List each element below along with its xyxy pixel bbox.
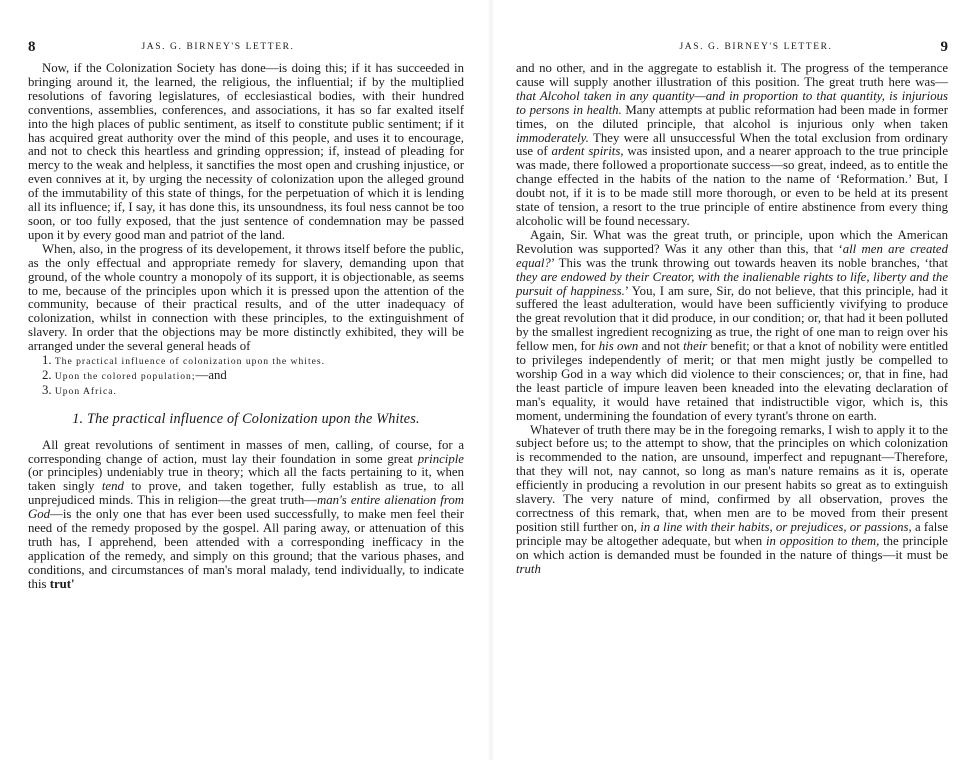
left-page [0,0,486,760]
paragraph: All great revolutions of sentiment in masses of men, calling, of course, for a corresponding change of action, must lay their foundation in some great principle (or principles) undeniably true in theory; which all the facts pertaining to it, when taken singly tend to prove, and taken together, fully establish as true, to all unprejudiced minds. This in religion—the great truth—man's entire alienation from God—is the only one that has ever been used successfully, to make men feel their need of the remedy proposed by the gospel. All paring away, or attenuation of this truth has, I apprehend, been attended with a corresponding inefficacy in the application of the remedy, and simply on this ground; that the various phases, and conditions, and circumstances of man's moral malady, tend individually, to indicate this trut' [28,437,464,591]
list-item: 3. Upon Africa. [42,382,117,397]
right-page [496,0,980,760]
right-page-header [516,39,948,62]
page-number: 9 [940,39,948,55]
paragraph: Now, if the Colonization Society has done—is doing this; if it has succeeded in bringing around it, the learned, the religious, the influential; if by the multiplied resolutions of favoring legislatures, of ecclesiastical bodies, with their hundred conventions, assemblies, conferences, and associations, it has so far exalted itself into the high places of public sentiment, as itself to constitute public sentiment; if it has acquired great authority over the mind of this people, and uses it to encourage, and not to check this heartless and grinding oppression; if, instead of pleading for mercy to the weak and helpless, it sanctifies the most open and crushing injustice, or even connives at it, by urging the necessity of colonization upon the alleged ground of the immutability of this state of things, for the perpetuation of which it is lending all its influence; if, I say, it has done this, its unsoundness, its foul ness cannot be too soon, or too fully exposed, that the just sentence of condemnation may be passed upon it by every good man and patriot of the land. [28,61,464,242]
running-head: JAS. G. BIRNEY'S LETTER. [141,42,295,52]
paragraph: Whatever of truth there may be in the foregoing remarks, I wish to apply it to the subject before us; to the attempt to show, that the principles on which colonization is recommended to the nation, are unsound, imperfect and repugnant—Therefore, that they will not, nay cannot, so long as man's nature remains as it is, operate efficiently in producing a revolution in our present habits so great as to extinguish slavery. The very nature of mind, confirmed by all observation, proves the correctness of this remark, that, when men are to be moved from their present position still further on, in a line with their habits, or prejudices, or passions, a false principle may be altogether adequate, but when in opposition to them, the principle on which action is demanded must be founded in the nature of things—it must be truth [516,422,949,576]
page-number: 8 [28,39,36,55]
paragraph: Again, Sir. What was the great truth, or principle, upon which the American Revolution was supported? Was it any other than this, that ‘all men are created equal?’ This was the trunk throwing out towards heaven its noble branches, ‘that they are endowed by their Creator, with the inalienable rights to life, liberty and the pursuit of happiness.’ You, I am sure, Sir, do not believe, that this principle, had it suffered the least adulteration, would have been sufficiently vivifying to produce the great revolution that it did produce, in our condition; or, that had it been polluted by the smallest ingredient recognizing as true, the right of one man to reign over his fellow men, for his own and not their benefit; or that a knot of nobility were entitled to privileges independently of merit; or that men might justly be compelled to worship God in a way which did violence to their consciences; or, that in fine, had the least particle of impure leaven been kneaded into the elevating declaration of man's equality, it would have retained that indistructible vigor, which is, this moment, undermining the foundation of every tyrant's throne on earth. [516,227,949,423]
paragraph: and no other, and in the aggregate to establish it. The progress of the temperance cause will supply another illustration of this position. The great truth here was—that Alcohol taken in any quantity—and in proportion to that quantity, is injurious to persons in health. Many attempts at public reformation had been made in former times, on the diluted principle, that alcohol is injurious only when taken immoderately. They were all unsuccessful When the total exclusion from ordinary use of ardent spirits, was insisted upon, and a nearer approach to the true principle was made, there followed a proportionate success—so great, indeed, as to entitle the change effected in the habits of the nation to the name of ‘Reformation.’ But, I doubt not, if it is to be made still more thorough, or even to be held at its present state of tension, a resort to the true principle of entire abstinence from every thing alcoholic will be found necessary. [516,61,949,228]
paragraph: When, also, in the progress of its developement, it throws itself before the public, as the only effectual and appropriate remedy for slavery, demanding upon that ground, of the whole country a monopoly of its support, it is objectionable, as seems to me, because of the principles upon which it is pressed upon the attention of the community, because of their practical results, and of the utter inadequacy of colonization, whilst in connection with these principles, to the extinguishment of slavery. In order that the objections may be more distinctly exhibited, they will be arranged under the several general heads of [28,241,464,354]
right-page-body [516,62,948,577]
running-head: JAS. G. BIRNEY'S LETTER. [679,42,833,52]
list-item: 1. The practical influence of colonization upon the whites. [42,353,325,368]
section-heading: 1. The practical influence of Colonization upon the Whites. [72,410,420,427]
left-page-body [28,62,464,592]
left-page-header [28,39,464,62]
book-gutter [488,0,494,760]
heads-list [28,354,464,399]
list-item: 2. Upon the colored population;—and [42,367,227,382]
